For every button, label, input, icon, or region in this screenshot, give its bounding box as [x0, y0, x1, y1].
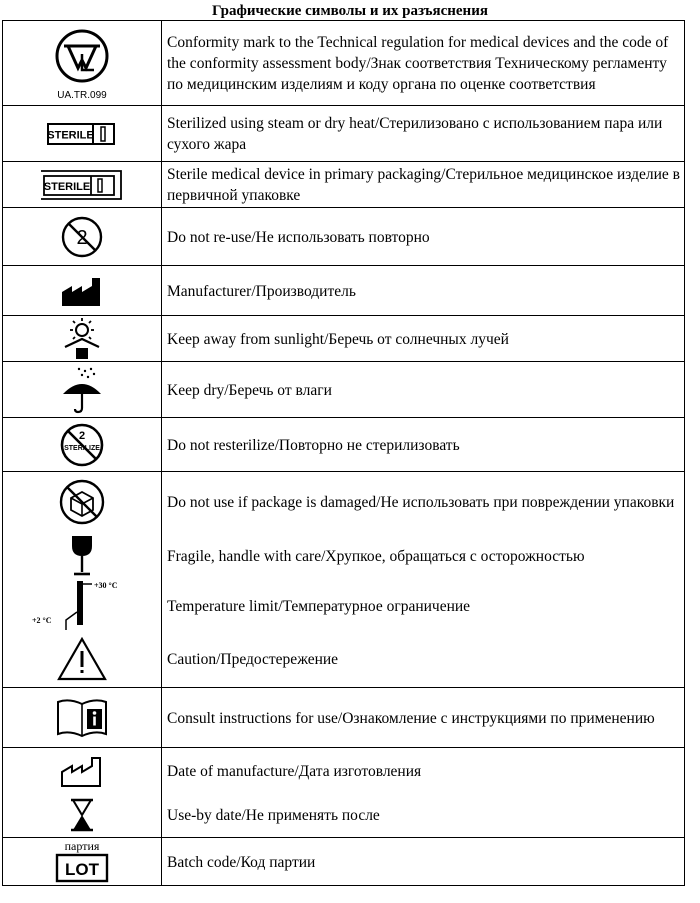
svg-text:LOT: LOT — [65, 860, 99, 879]
date-of-manufacture-icon — [60, 754, 104, 788]
symbol-explanation: Do not re-use/Не использовать повторно — [167, 228, 430, 246]
table-row — [3, 161, 684, 208]
svg-text:2: 2 — [76, 227, 88, 249]
icon-cell — [3, 793, 161, 837]
keep-dry-icon — [59, 366, 105, 414]
sterile-steam-icon — [47, 122, 117, 146]
explanation-cell — [167, 838, 682, 886]
icon-cell — [3, 531, 161, 581]
table-row — [3, 417, 684, 472]
icon-cell — [3, 418, 161, 472]
icon-cell — [3, 581, 161, 631]
svg-text:+2 °C: +2 °C — [32, 616, 52, 625]
do-not-resterilize-icon — [59, 422, 105, 468]
icon-cell — [3, 631, 161, 687]
icon-cell — [3, 688, 161, 748]
icon-cell — [3, 748, 161, 794]
explanation-cell — [167, 472, 682, 532]
symbol-explanation: Caution/Предостережение — [167, 650, 339, 668]
explanation-cell — [167, 316, 682, 362]
table-row — [3, 531, 684, 581]
svg-text:партия: партия — [64, 839, 100, 853]
table-row — [3, 361, 684, 418]
temperature-limit-icon — [30, 580, 134, 632]
explanation-cell — [167, 418, 682, 472]
manufacturer-icon — [60, 274, 104, 308]
explanation-cell — [167, 631, 682, 687]
caution-icon — [57, 637, 107, 681]
use-by-date-icon — [67, 798, 97, 832]
explanation-cell — [167, 162, 682, 208]
do-not-reuse-icon — [60, 215, 104, 259]
svg-text:UA.TR.099: UA.TR.099 — [57, 90, 107, 101]
symbol-explanation: Consult instructions for use/Ознакомление с инструкциями по применению — [167, 709, 655, 727]
explanation-cell — [167, 106, 682, 162]
table-row — [3, 207, 684, 266]
svg-text:STERILE: STERILE — [43, 181, 91, 193]
symbol-explanation: Keep dry/Беречь от влаги — [167, 381, 332, 399]
symbol-explanation: Do not use if package is damaged/Не использовать при повреждении упаковки — [167, 493, 675, 511]
table-row — [3, 315, 684, 362]
symbol-explanation: Keep away from sunlight/Беречь от солнечных лучей — [167, 330, 509, 348]
symbol-explanation: Temperature limit/Температурное ограничение — [167, 597, 471, 615]
fragile-icon — [67, 534, 97, 578]
table-row — [3, 105, 684, 162]
explanation-cell — [167, 21, 682, 105]
icon-cell — [3, 266, 161, 316]
table-row — [3, 581, 684, 631]
explanation-cell — [167, 531, 682, 581]
symbol-explanation: Fragile, handle with care/Хрупкое, обращаться с осторожностью — [167, 547, 585, 565]
icon-cell — [3, 472, 161, 532]
symbol-explanation: Use-by date/Не применять после — [167, 806, 380, 824]
symbol-explanation: Sterilized using steam or dry heat/Стерилизовано с использованием пара или сухого жара — [167, 115, 663, 153]
svg-text:+30 °C: +30 °C — [94, 581, 118, 590]
keep-away-from-sunlight-icon — [59, 317, 105, 361]
conformity-mark-icon — [42, 24, 122, 102]
table-row — [3, 687, 684, 748]
sterile-packaging-icon — [39, 169, 125, 201]
batch-code-icon — [52, 839, 112, 885]
symbol-explanation: Date of manufacture/Дата изготовления — [167, 762, 422, 780]
symbols-table — [2, 20, 685, 886]
symbol-explanation: Batch code/Код партии — [167, 853, 316, 871]
svg-text:2: 2 — [78, 430, 86, 442]
icon-cell — [3, 21, 161, 105]
icon-cell — [3, 162, 161, 208]
table-row — [3, 21, 684, 105]
symbol-explanation: Sterile medical device in primary packaging/Стерильное медицинское изделие в первичной упаковке — [167, 166, 680, 204]
svg-text:STERILE: STERILE — [47, 129, 94, 142]
symbol-explanation: Do not resterilize/Повторно не стерилизовать — [167, 436, 460, 454]
symbol-explanation: Manufacturer/Производитель — [167, 282, 356, 300]
icon-cell — [3, 838, 161, 886]
explanation-cell — [167, 266, 682, 316]
table-row — [3, 837, 684, 886]
table-row — [3, 631, 684, 687]
svg-text:STERILIZE: STERILIZE — [64, 445, 100, 452]
table-row — [3, 747, 684, 794]
table-row — [3, 471, 684, 532]
symbol-explanation: Conformity mark to the Technical regulation for medical devices and the code of the conformity assessment body/Знак соответствия Техническому регламенту по медицинским изделиям и коду органа по оценке соответствия — [167, 33, 669, 93]
table-row — [3, 265, 684, 316]
explanation-cell — [167, 208, 682, 266]
do-not-use-if-damaged-icon — [58, 478, 106, 526]
explanation-cell — [167, 581, 682, 631]
explanation-cell — [167, 748, 682, 794]
icon-cell — [3, 362, 161, 418]
explanation-cell — [167, 688, 682, 748]
icon-cell — [3, 208, 161, 266]
icon-cell — [3, 316, 161, 362]
document-title: Графические символы и их разъяснения — [212, 3, 488, 19]
consult-instructions-icon — [56, 698, 108, 738]
explanation-cell — [167, 793, 682, 837]
icon-cell — [3, 106, 161, 162]
explanation-cell — [167, 362, 682, 418]
table-row — [3, 793, 684, 837]
